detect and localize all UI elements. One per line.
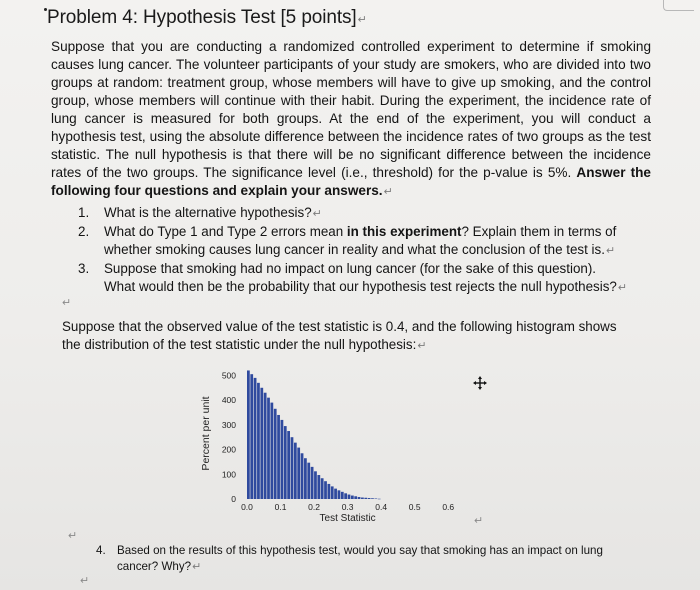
move-cursor-icon (472, 375, 488, 391)
question-text: What do Type 1 and Type 2 errors mean (104, 224, 347, 239)
instruction-bold: Answer the following four questions and explain your answers. (51, 165, 651, 198)
histogram-bar (338, 490, 341, 499)
histogram-bar (371, 498, 374, 499)
return-mark-icon: ↵ (474, 515, 484, 527)
problem-description (51, 38, 651, 201)
y-tick-label: 300 (221, 419, 236, 430)
x-tick-label: 0.6 (442, 502, 455, 512)
histogram-bar (374, 499, 377, 500)
histogram-bar (364, 498, 367, 499)
histogram-bar (281, 420, 284, 499)
question-text-bold: in this experiment (346, 224, 462, 239)
return-mark-icon: ↵ (62, 297, 72, 309)
x-tick-label: 0.3 (341, 502, 354, 512)
histogram-chart (195, 358, 485, 528)
histogram-bar (348, 495, 351, 499)
histogram-bar (317, 475, 320, 499)
histogram-bar (314, 471, 317, 499)
histogram-bar (311, 467, 314, 499)
histogram-bar (274, 409, 277, 499)
return-mark-icon: ↵ (357, 14, 367, 26)
histogram-bar (344, 493, 347, 499)
histogram-bar (254, 378, 257, 499)
histogram-bar (351, 496, 354, 499)
y-tick-label: 500 (221, 370, 236, 381)
histogram-bar (327, 484, 330, 499)
y-tick-label: 0 (231, 494, 236, 504)
y-axis-label: Percent per unit (200, 396, 212, 471)
histogram-bar (270, 403, 273, 499)
histogram-bar (287, 431, 290, 499)
x-tick-label: 0.1 (274, 502, 287, 512)
histogram-bar (284, 426, 287, 499)
return-mark-icon: ↵ (617, 282, 628, 294)
return-mark-icon: ↵ (192, 561, 202, 573)
histogram-bar (358, 497, 361, 499)
histogram-bar (297, 448, 300, 499)
question-number: 1. (78, 205, 90, 220)
question-3 (78, 260, 628, 297)
return-mark-icon: ↵ (383, 186, 393, 198)
return-mark-icon: ↵ (605, 245, 616, 257)
x-tick-label: 0.5 (408, 502, 421, 512)
histogram-bar (294, 443, 297, 499)
histogram-bar (378, 499, 381, 500)
question-2 (78, 223, 628, 260)
question-text: What is the alternative hypothesis? (104, 205, 312, 220)
histogram-bar (247, 370, 250, 499)
histogram-bar (301, 453, 304, 499)
histogram-bar (321, 478, 324, 499)
y-tick-label: 200 (221, 444, 236, 455)
question-number: 4. (96, 544, 106, 557)
problem-title-text: Problem 4: Hypothesis Test [5 points] (47, 7, 357, 28)
y-tick-label: 400 (221, 395, 236, 406)
x-tick-label: 0.0 (241, 502, 253, 512)
histogram-bar (260, 388, 263, 499)
question-number: 2. (78, 224, 90, 239)
problem-title (47, 7, 367, 29)
histogram-intro (62, 318, 622, 355)
histogram-bar (264, 393, 267, 499)
histogram-bar (324, 481, 327, 499)
histogram-intro-text: Suppose that the observed value of the test statistic is 0.4, and the following histogram shows the distribution of the test statistic under the null hypothesis: (62, 319, 617, 352)
x-tick-label: 0.2 (308, 502, 320, 512)
histogram-bar (304, 458, 307, 499)
histogram-bar (361, 498, 364, 499)
question-text: ? Explain them in terms of whether smoking causes lung cancer in reality and what the conclusion of the test is. (104, 224, 617, 257)
histogram-bar (250, 374, 253, 499)
histogram-bar (334, 489, 337, 499)
question-list (78, 204, 628, 297)
histogram-bar (257, 383, 260, 499)
histogram-bar (267, 398, 270, 499)
histogram-bar (331, 486, 334, 499)
histogram-bar (354, 496, 357, 499)
histogram-bar (368, 498, 371, 499)
return-mark-icon: ↵ (68, 530, 78, 542)
histogram-bar (341, 492, 344, 499)
x-axis-ticks (241, 502, 454, 512)
x-tick-label: 0.4 (375, 502, 388, 512)
histogram-bar (277, 415, 280, 499)
y-tick-label: 100 (221, 469, 236, 480)
page-corner-mark (663, 0, 694, 11)
problem-description-text: Suppose that you are conducting a randomized controlled experiment to determine if smoking causes lung cancer. The volunteer participants of your study are smokers, who are divided into two groups at random: treatment group, whose members will have to give up smoking, and the control group, whose members will continue with their habit. During the experiment, the incidence rate of lung cancer is measured for both groups. At the end of the experiment, you will conduct a hypothesis test, using the absolute difference between the incidence rates of two groups as the test statistic. The null hypothesis is that there will be no significant difference between the incidence rates of the two groups. The significance level (i.e., threshold) for the p-value is 5%. (51, 39, 651, 180)
histogram-bar (307, 463, 310, 499)
question-4 (96, 543, 616, 575)
y-axis-ticks (222, 370, 236, 504)
return-mark-icon: ↵ (312, 208, 322, 220)
return-mark-icon: ↵ (417, 340, 427, 352)
question-1 (78, 204, 628, 223)
histogram-bars (247, 370, 381, 499)
histogram-bar (291, 437, 294, 499)
question-number: 3. (78, 261, 90, 276)
return-mark-icon: ↵ (80, 575, 90, 587)
question-text: Based on the results of this hypothesis test, would you say that smoking has an impact on lung cancer? Why? (117, 544, 603, 573)
question-text: Suppose that smoking had no impact on lung cancer (for the sake of this question). What would then be the probability that our hypothesis test rejects the null hypothesis? (104, 261, 617, 294)
x-axis-label: Test Statistic (319, 513, 376, 524)
